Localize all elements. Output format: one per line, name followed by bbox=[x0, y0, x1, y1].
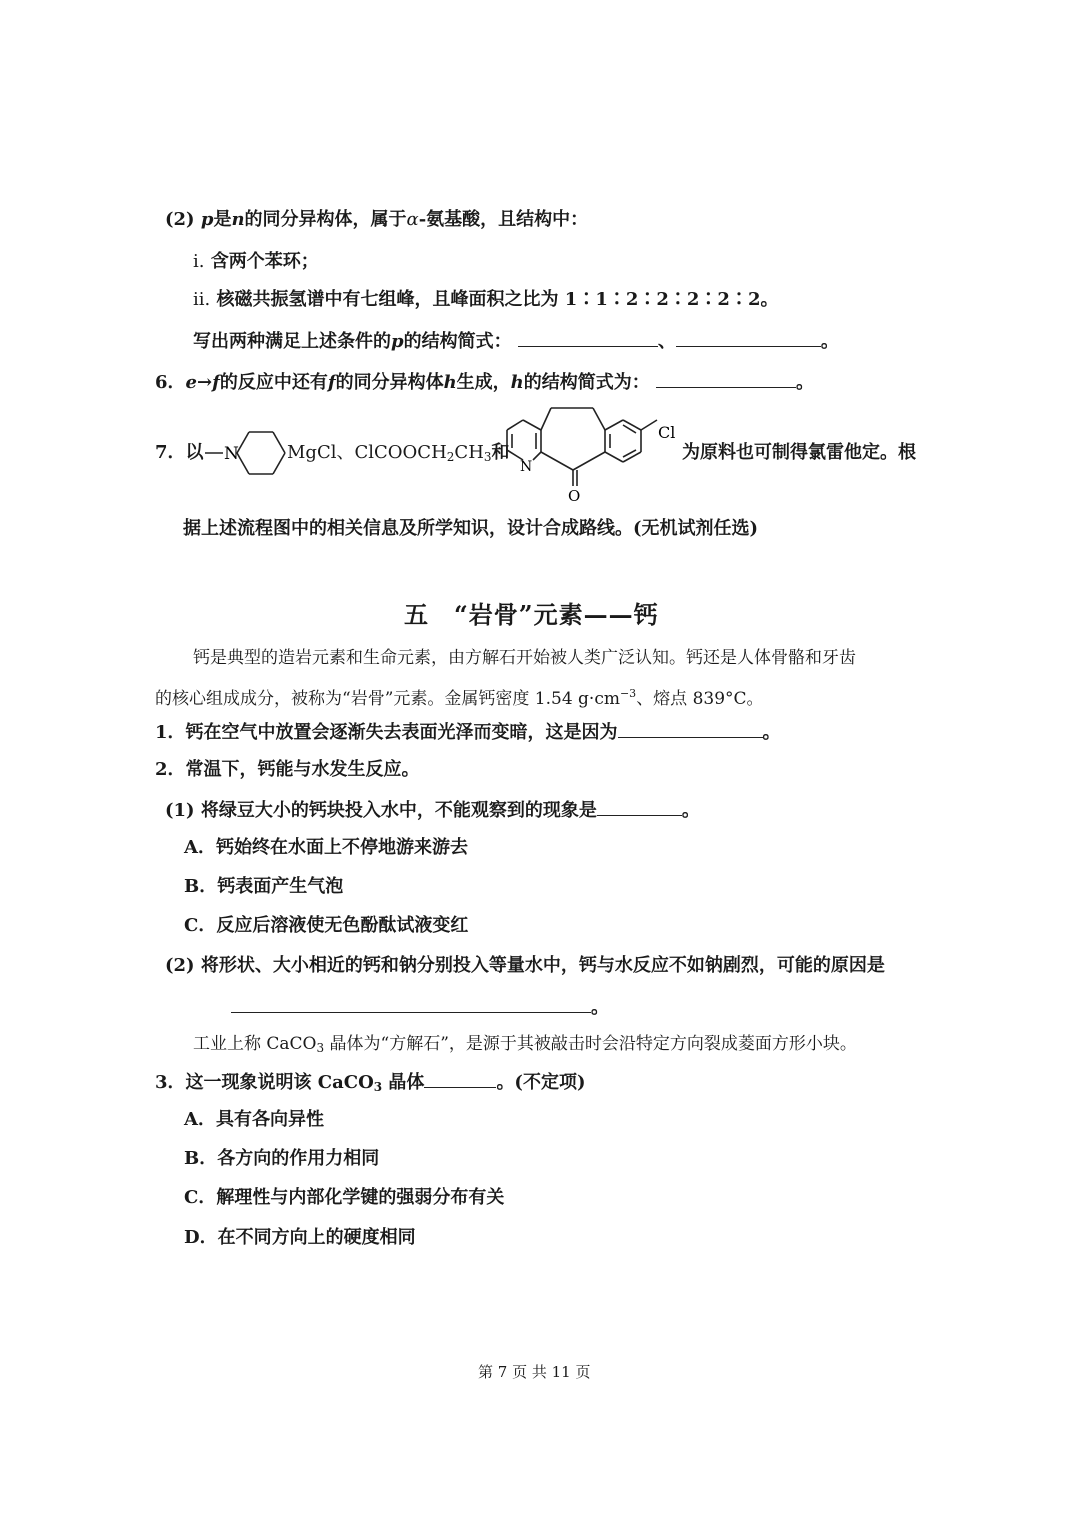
page-number: 第 7 页 共 11 页 bbox=[478, 1363, 591, 1381]
var-p: p bbox=[200, 209, 214, 230]
cond-text: 含两个苯环； bbox=[210, 251, 319, 272]
subscript: 3 bbox=[316, 1041, 325, 1055]
answer-blank[interactable] bbox=[618, 719, 763, 738]
text: 。 bbox=[820, 331, 839, 352]
text: 。 bbox=[681, 800, 700, 821]
var-f: f bbox=[212, 372, 220, 393]
question-3 bbox=[155, 1069, 585, 1099]
answer-blank[interactable] bbox=[518, 328, 658, 347]
alpha-symbol: α bbox=[406, 209, 419, 230]
question-1 bbox=[155, 719, 781, 745]
q3-option-d[interactable] bbox=[184, 1226, 416, 1250]
text: 生成， bbox=[456, 372, 511, 393]
answer-blank[interactable] bbox=[597, 797, 682, 816]
text: 晶体为“方解石”，是源于其被敲击时会沿特定方向裂成菱面方形小块。 bbox=[324, 1034, 857, 1054]
q7-number bbox=[155, 441, 204, 465]
text: 钙是典型的造岩元素和生命元素，由方解石开始被人类广泛认知。钙还是人体骨骼和牙齿 bbox=[193, 648, 856, 668]
q7-tail bbox=[682, 441, 916, 465]
text: 的结构简式为： bbox=[523, 372, 650, 393]
text: 。(不定项) bbox=[496, 1072, 586, 1093]
var-e: e bbox=[185, 372, 197, 393]
question-number: 7．以 bbox=[155, 442, 204, 463]
q3-option-b[interactable] bbox=[184, 1147, 379, 1171]
text: (1) 将绿豆大小的钙块投入水中，不能观察到的现象是 bbox=[165, 800, 597, 821]
separator: 、 bbox=[657, 331, 676, 352]
option-text: D．在不同方向上的硬度相同 bbox=[184, 1227, 416, 1248]
reagent-formula bbox=[287, 441, 510, 469]
text: 和 bbox=[491, 442, 510, 463]
text: 。 bbox=[762, 722, 781, 743]
piperidine-structure bbox=[203, 420, 293, 484]
var-h: h bbox=[443, 372, 457, 393]
cond-text: 核磁共振氢谱中有七组峰，且峰面积之比为 1∶1∶2∶2∶2∶2∶2。 bbox=[216, 289, 779, 310]
option-text: A．具有各向异性 bbox=[184, 1109, 324, 1130]
text: 1．钙在空气中放置会逐渐失去表面光泽而变暗，这是因为 bbox=[155, 722, 618, 743]
option-text: B．钙表面产生气泡 bbox=[184, 876, 344, 897]
text: 的反应中还有 bbox=[219, 372, 328, 393]
section-title: 五 “岩骨”元素——钙 bbox=[404, 600, 659, 629]
option-text: A．钙始终在水面上不停地游来游去 bbox=[184, 837, 468, 858]
text: -氨基酸，且结构中： bbox=[418, 209, 589, 230]
text: 的同分异构体 bbox=[335, 372, 444, 393]
var-h: h bbox=[510, 372, 524, 393]
answer-blank[interactable] bbox=[656, 369, 796, 388]
subscript: 3 bbox=[373, 1080, 383, 1094]
answer-blank[interactable] bbox=[424, 1069, 496, 1088]
text: 的结构简式： bbox=[403, 331, 512, 352]
option-text: B．各方向的作用力相同 bbox=[184, 1148, 380, 1169]
option-text: C．反应后溶液使无色酚酞试液变红 bbox=[184, 915, 469, 936]
formula-text: CH bbox=[454, 442, 484, 463]
text: 晶体 bbox=[382, 1072, 425, 1093]
q2-option-c[interactable] bbox=[184, 914, 468, 938]
arrow: → bbox=[196, 372, 213, 393]
text: 3．这一现象说明该 CaCO bbox=[155, 1072, 374, 1093]
q7-line2 bbox=[183, 517, 758, 541]
answer-blank[interactable] bbox=[231, 994, 591, 1013]
q3-option-a[interactable] bbox=[184, 1108, 324, 1132]
text: 是 bbox=[213, 209, 232, 230]
q2-sub2 bbox=[165, 954, 885, 978]
q5-2-ask bbox=[193, 328, 839, 354]
condition-2 bbox=[193, 288, 778, 312]
n-atom-label: N bbox=[224, 444, 239, 464]
question-2 bbox=[155, 758, 420, 782]
var-n: n bbox=[231, 209, 245, 230]
text: 。 bbox=[796, 372, 815, 393]
text: (2) 将形状、大小相近的钙和钠分别投入等量水中，钙与水反应不如钠剧烈，可能的原因是 bbox=[165, 955, 885, 976]
text: 据上述流程图中的相关信息及所学知识，设计合成路线。(无机试剂任选) bbox=[183, 518, 759, 539]
text: 为原料也可制得氯雷他定。根 bbox=[682, 442, 916, 463]
subscript: 3 bbox=[483, 450, 492, 464]
oxygen-label: O bbox=[568, 487, 581, 505]
q2-sub2-answer-line bbox=[231, 994, 609, 1020]
calcite-paragraph bbox=[193, 1032, 857, 1060]
text: 2．常温下，钙能与水发生反应。 bbox=[155, 759, 420, 780]
sub-label: (2) bbox=[165, 209, 195, 230]
text: 工业上称 CaCO bbox=[193, 1034, 317, 1054]
answer-blank[interactable] bbox=[676, 328, 821, 347]
text: 、熔点 839°C。 bbox=[636, 689, 764, 709]
q3-option-c[interactable] bbox=[184, 1186, 504, 1210]
q2-option-a[interactable] bbox=[184, 836, 468, 860]
text: 的同分异构体，属于 bbox=[244, 209, 407, 230]
var-f: f bbox=[327, 372, 336, 393]
var-p: p bbox=[391, 331, 404, 352]
superscript: −3 bbox=[619, 687, 637, 700]
formula-text: MgCl、ClCOOCH bbox=[287, 442, 447, 463]
text: 写出两种满足上述条件的 bbox=[193, 331, 391, 352]
option-text: C．解理性与内部化学键的强弱分布有关 bbox=[184, 1187, 505, 1208]
question-6 bbox=[155, 369, 814, 395]
condition-1 bbox=[193, 250, 319, 274]
question-number: 6． bbox=[155, 372, 186, 393]
q2-sub1 bbox=[165, 797, 700, 823]
q5-2-stem bbox=[165, 208, 588, 232]
subscript: 2 bbox=[446, 450, 455, 464]
ketone-structure bbox=[495, 398, 685, 508]
cl-label: Cl bbox=[658, 423, 676, 442]
cond-num: i. bbox=[193, 251, 205, 272]
ring-n-label: N bbox=[520, 459, 533, 475]
q2-option-b[interactable] bbox=[184, 875, 343, 899]
text: 的核心组成成分，被称为“岩骨”元素。金属钙密度 1.54 g·cm bbox=[155, 689, 620, 709]
intro-line-1 bbox=[193, 646, 856, 670]
intro-line-2 bbox=[155, 682, 764, 711]
cond-num: ii. bbox=[193, 289, 211, 310]
text: 。 bbox=[591, 997, 609, 1018]
